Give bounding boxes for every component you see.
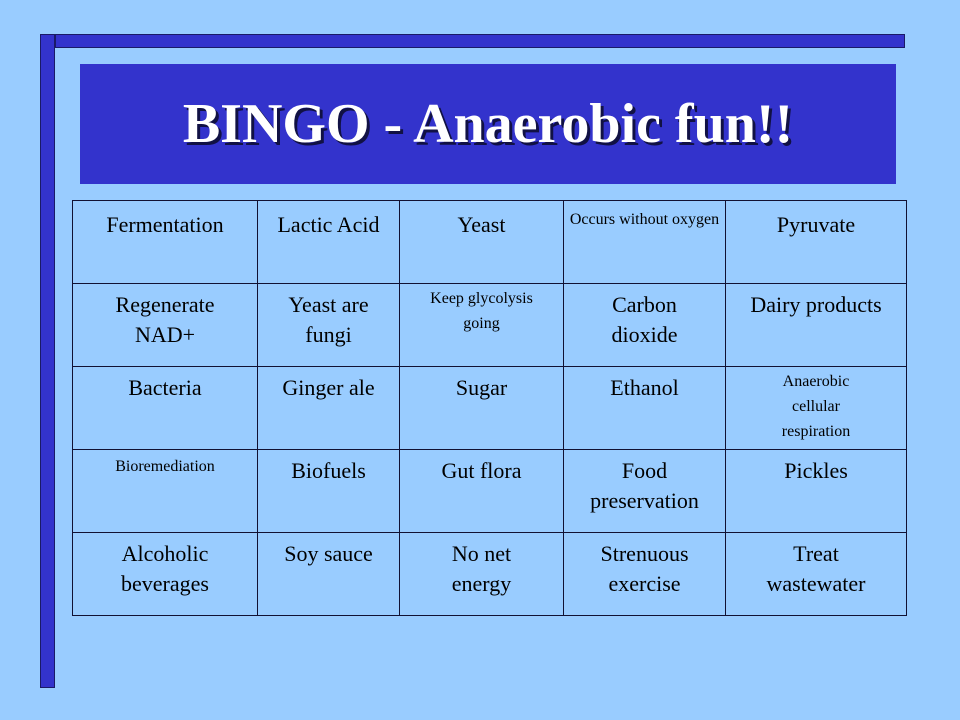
bingo-cell[interactable]: Ethanol <box>564 367 726 450</box>
bingo-grid <box>72 200 907 616</box>
bingo-cell[interactable]: Regenerate NAD+ <box>73 284 258 367</box>
bingo-cell[interactable]: Keep glycolysis going <box>400 284 564 367</box>
bingo-cell[interactable]: Occurs without oxygen <box>564 201 726 284</box>
bingo-row <box>73 367 907 450</box>
title-banner <box>80 64 896 184</box>
bingo-row <box>73 533 907 616</box>
bingo-cell[interactable]: Anaerobic cellular respiration <box>726 367 907 450</box>
bingo-cell[interactable]: Fermentation <box>73 201 258 284</box>
bingo-cell[interactable]: Ginger ale <box>258 367 400 450</box>
bingo-cell[interactable]: Dairy products <box>726 284 907 367</box>
bingo-cell[interactable]: No net energy <box>400 533 564 616</box>
bingo-cell[interactable]: Yeast <box>400 201 564 284</box>
bingo-row <box>73 201 907 284</box>
bingo-cell[interactable]: Bacteria <box>73 367 258 450</box>
bingo-cell[interactable]: Pyruvate <box>726 201 907 284</box>
bingo-cell[interactable]: Sugar <box>400 367 564 450</box>
slide-title: BINGO - Anaerobic fun!! <box>182 93 794 155</box>
bingo-cell[interactable]: Soy sauce <box>258 533 400 616</box>
bingo-cell[interactable]: Gut flora <box>400 450 564 533</box>
decorative-vertical-bar <box>40 34 55 688</box>
decorative-horizontal-bar <box>55 34 905 48</box>
bingo-row <box>73 284 907 367</box>
bingo-cell[interactable]: Biofuels <box>258 450 400 533</box>
bingo-cell[interactable]: Food preservation <box>564 450 726 533</box>
bingo-cell[interactable]: Strenuous exercise <box>564 533 726 616</box>
bingo-cell[interactable]: Alcoholic beverages <box>73 533 258 616</box>
bingo-cell[interactable]: Treat wastewater <box>726 533 907 616</box>
bingo-cell[interactable]: Pickles <box>726 450 907 533</box>
bingo-cell[interactable]: Yeast are fungi <box>258 284 400 367</box>
bingo-row <box>73 450 907 533</box>
bingo-cell[interactable]: Lactic Acid <box>258 201 400 284</box>
bingo-cell[interactable]: Bioremediation <box>73 450 258 533</box>
bingo-cell[interactable]: Carbon dioxide <box>564 284 726 367</box>
